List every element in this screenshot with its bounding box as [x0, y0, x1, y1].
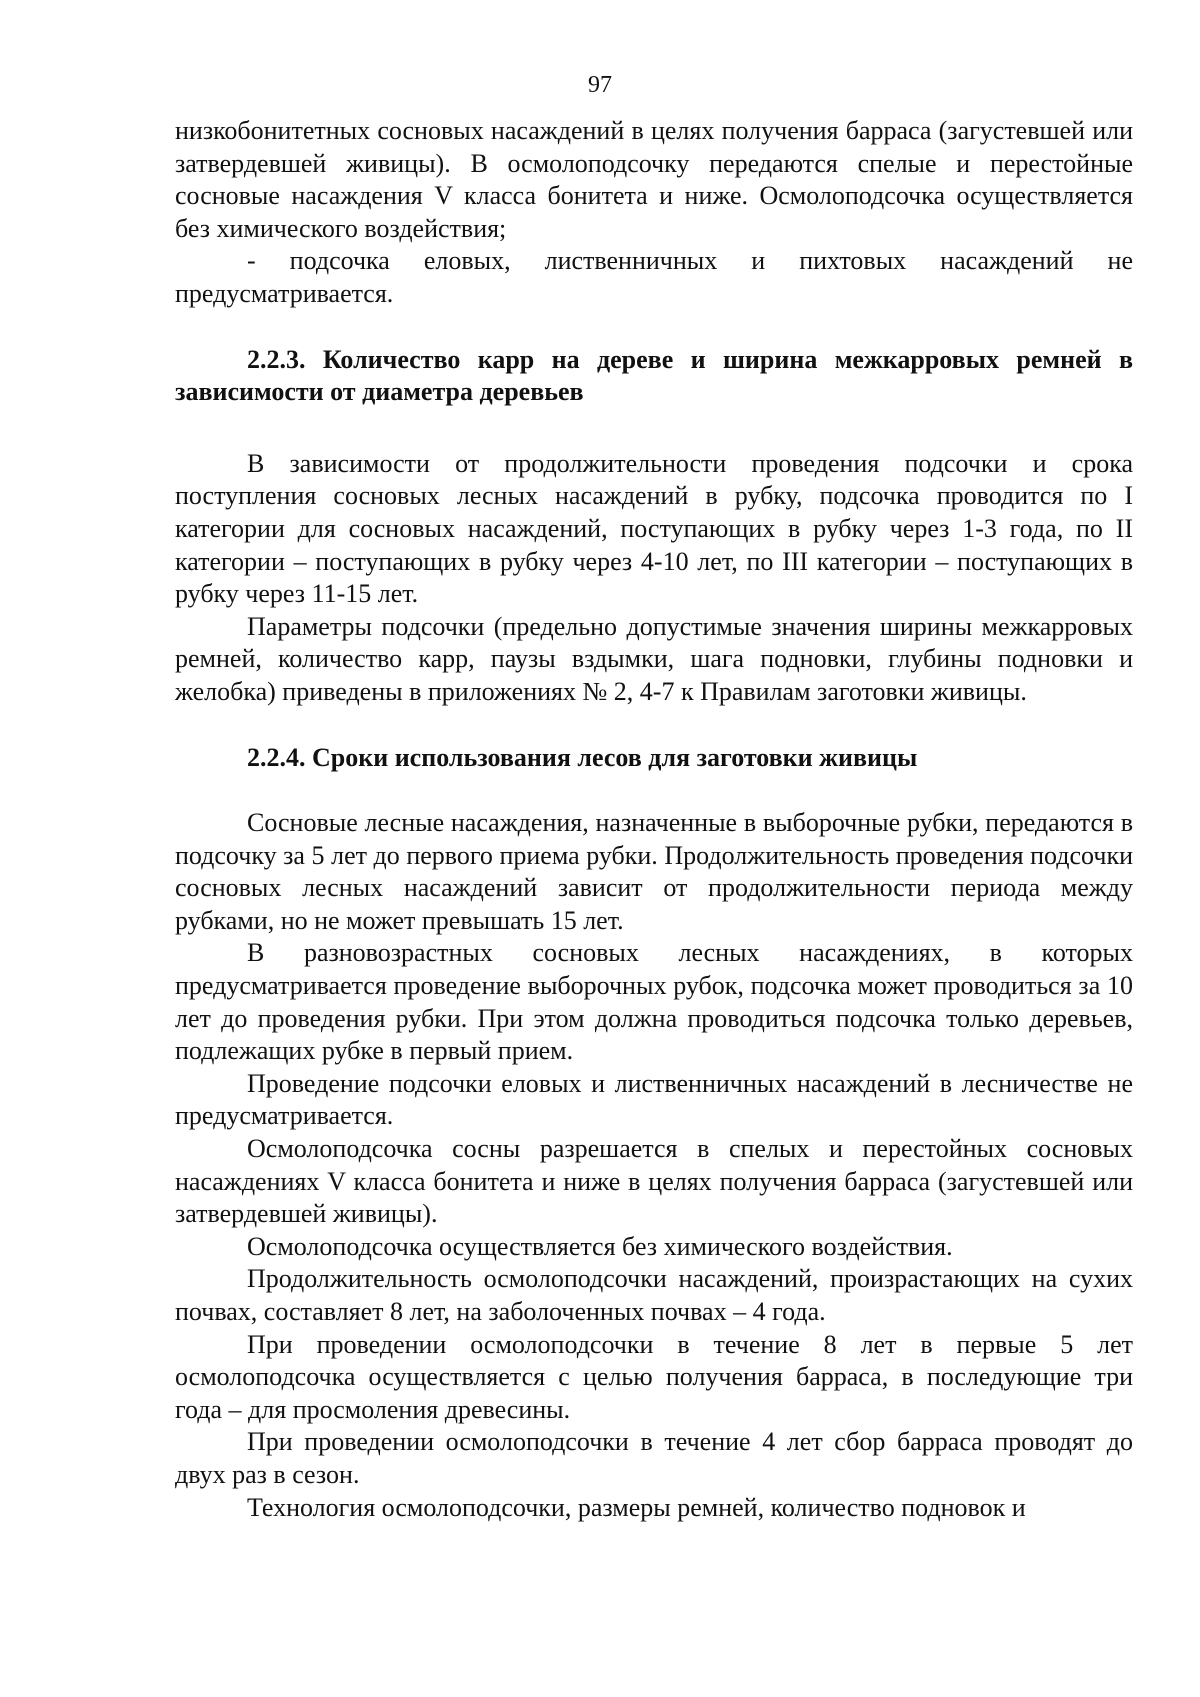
paragraph-continuation: низкобонитетных сосновых насаждений в целях получения барраса (загустевшей или затвердевшей живицы). В осмолоподсочку передаются спелые и перестойные сосновые насаждения V класса бонитета и ниже. Осмолоподсочка осуществляется без химического воздействия; — [175, 116, 1133, 243]
paragraph-parameters: Параметры подсочки (предельно допустимые значения ширины межкарровых ремней, количество карр, паузы вздымки, шага подновки, глубины подновки и желобка) приведены в приложениях № 2, 4-7 к Правилам заготовки живицы. — [175, 611, 1133, 706]
paragraph-technology: Технология осмолоподсочки, размеры ремней, количество подновок и — [247, 1492, 1026, 1522]
paragraph-list-item: - подсочка еловых, лиственничных и пихтовых насаждений не предусматривается. — [175, 246, 1133, 308]
paragraph-duration: Продолжительность осмолоподсочки насаждений, произрастающих на сухих почвах, составляет 8 лет, на заболоченных почвах – 4 года. — [175, 1264, 1133, 1326]
page-content — [175, 115, 1133, 1524]
paragraph-spruce-larch: Проведение подсочки еловых и лиственничных насаждений в лесничестве не предусматривается. — [175, 1068, 1133, 1131]
page-number: 97 — [588, 72, 612, 98]
section-heading-2-2-3: 2.2.3. Количество карр на дереве и ширина межкарровых ремней в зависимости от диаметра деревьев — [175, 344, 1133, 407]
paragraph-no-chemical: Осмолоподсочка осуществляется без химического воздействия. — [247, 1231, 953, 1261]
paragraph-eight-years: При проведении осмолоподсочки в течение 8 лет в первые 5 лет осмолоподсочка осуществляется с целью получения барраса, в последующие три года – для просмоления древесины. — [175, 1329, 1133, 1424]
paragraph-selective-cutting: Сосновые лесные насаждения, назначенные в выборочные рубки, передаются в подсочку за 5 лет до первого приема рубки. Продолжительность проведения подсочки сосновых лесных насаждений зависит от продолжительности периода между рубками, но не может превышать 15 лет. — [175, 808, 1133, 935]
paragraph-uneven-aged-stands: В разновозрастных сосновых лесных насаждениях, в которых предусматривается проведение выборочных рубок, подсочка может проводиться за 10 лет до проведения рубки. При этом должна проводиться подсочка только деревьев, подлежащих рубке в первый прием. — [175, 938, 1133, 1066]
paragraph-categories: В зависимости от продолжительности проведения подсочки и срока поступления сосновых лесных насаждений в рубку, подсочка проводится по I категории для сосновых насаждений, поступающих в рубку через 1-3 года, по II категории – поступающих в рубку через 4-10 лет, по III категории – поступающих в рубку через 11-15 лет. — [175, 448, 1133, 609]
paragraph-four-years: При проведении осмолоподсочки в течение 4 лет сбор барраса проводят до двух раз в сезон. — [175, 1427, 1133, 1489]
section-heading-2-2-4: 2.2.4. Сроки использования лесов для заготовки живицы — [247, 742, 918, 772]
paragraph-resin-tapping-allowed: Осмолоподсочка сосны разрешается в спелых и перестойных сосновых насаждениях V класса бонитета и ниже в целях получения барраса (загустевшей или затвердевшей живицы). — [175, 1134, 1133, 1229]
